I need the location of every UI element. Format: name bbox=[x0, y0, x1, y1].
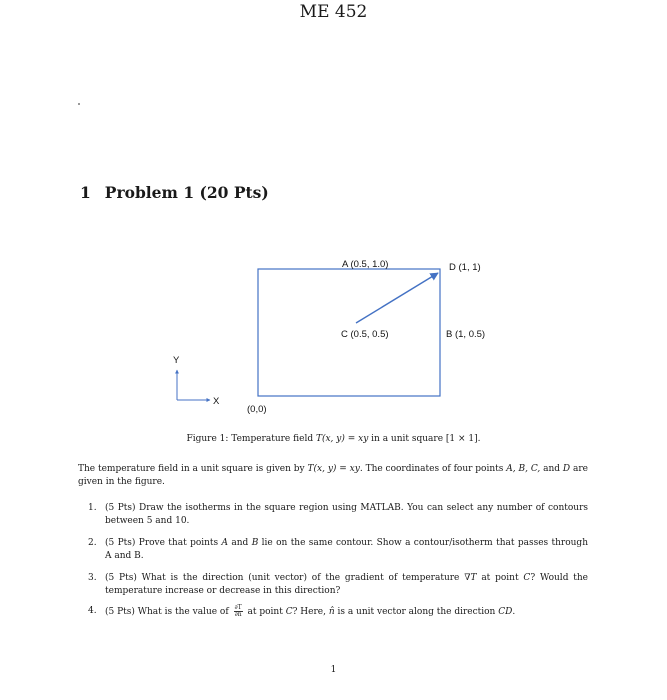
partial-derivative-fraction: $\frac{\partial T}{\partial n}$ bbox=[234, 604, 242, 618]
label-a: A (0.5, 1.0) bbox=[342, 259, 389, 270]
label-x-axis: X bbox=[213, 396, 220, 407]
problem-text: (5 Pts) Draw the isotherms in the square region using MATLAB. You can select any number of contours between 5 and 10. bbox=[105, 503, 588, 526]
intro-paragraph bbox=[78, 463, 588, 489]
problem-text: (5 Pts) What is the direction (unit vector) of the gradient of temperature ∇T at point C? Would the temperature increase or decrease in this direction? bbox=[105, 573, 589, 596]
intro-text-3: and bbox=[540, 464, 563, 474]
caption-prefix: Figure 1: Temperature field bbox=[186, 434, 316, 444]
page-number: 1 bbox=[330, 665, 337, 675]
problem-item bbox=[88, 605, 588, 619]
problem-index: 2. bbox=[88, 538, 97, 548]
problem-index: 3. bbox=[88, 573, 97, 583]
label-d: D (1, 1) bbox=[449, 262, 481, 273]
section-number: 1 bbox=[80, 183, 91, 202]
section-title: Problem 1 (20 Pts) bbox=[104, 183, 269, 202]
label-origin: (0,0) bbox=[247, 404, 267, 415]
intro-point-d: D bbox=[562, 464, 571, 474]
problem-item bbox=[88, 502, 588, 527]
label-b: B (1, 0.5) bbox=[446, 329, 486, 340]
intro-text-2: . The coordinates of four points bbox=[359, 464, 507, 474]
intro-math: T(x, y) = xy bbox=[307, 464, 360, 474]
figure-caption bbox=[0, 434, 667, 444]
label-c: C (0.5, 0.5) bbox=[341, 329, 389, 340]
cd-direction-arrow bbox=[356, 273, 438, 323]
intro-points: A, B, C, bbox=[506, 464, 541, 474]
problem-item bbox=[88, 572, 588, 597]
intro-text-4: are given in the figure. bbox=[78, 464, 588, 487]
problem-item bbox=[88, 537, 588, 562]
caption-math: T(x, y) = xy bbox=[315, 434, 369, 444]
label-y-axis: Y bbox=[173, 355, 180, 366]
intro-text-1: The temperature field in a unit square is given by bbox=[78, 464, 308, 474]
page-header: ME 452 bbox=[299, 2, 368, 22]
problem-text: (5 Pts) Prove that points A and B lie on the same contour. Show a contour/isotherm that passes through A and B. bbox=[105, 538, 588, 561]
problem-text: (5 Pts) What is the value of $\frac{\partial T}{\partial n}$ at point C? Here, n̂ is a unit vector along the direction CD. bbox=[105, 604, 516, 618]
caption-suffix: in a unit square [1 × 1]. bbox=[368, 434, 481, 444]
problem-index: 4. bbox=[88, 606, 97, 616]
problem-index: 1. bbox=[88, 503, 97, 513]
